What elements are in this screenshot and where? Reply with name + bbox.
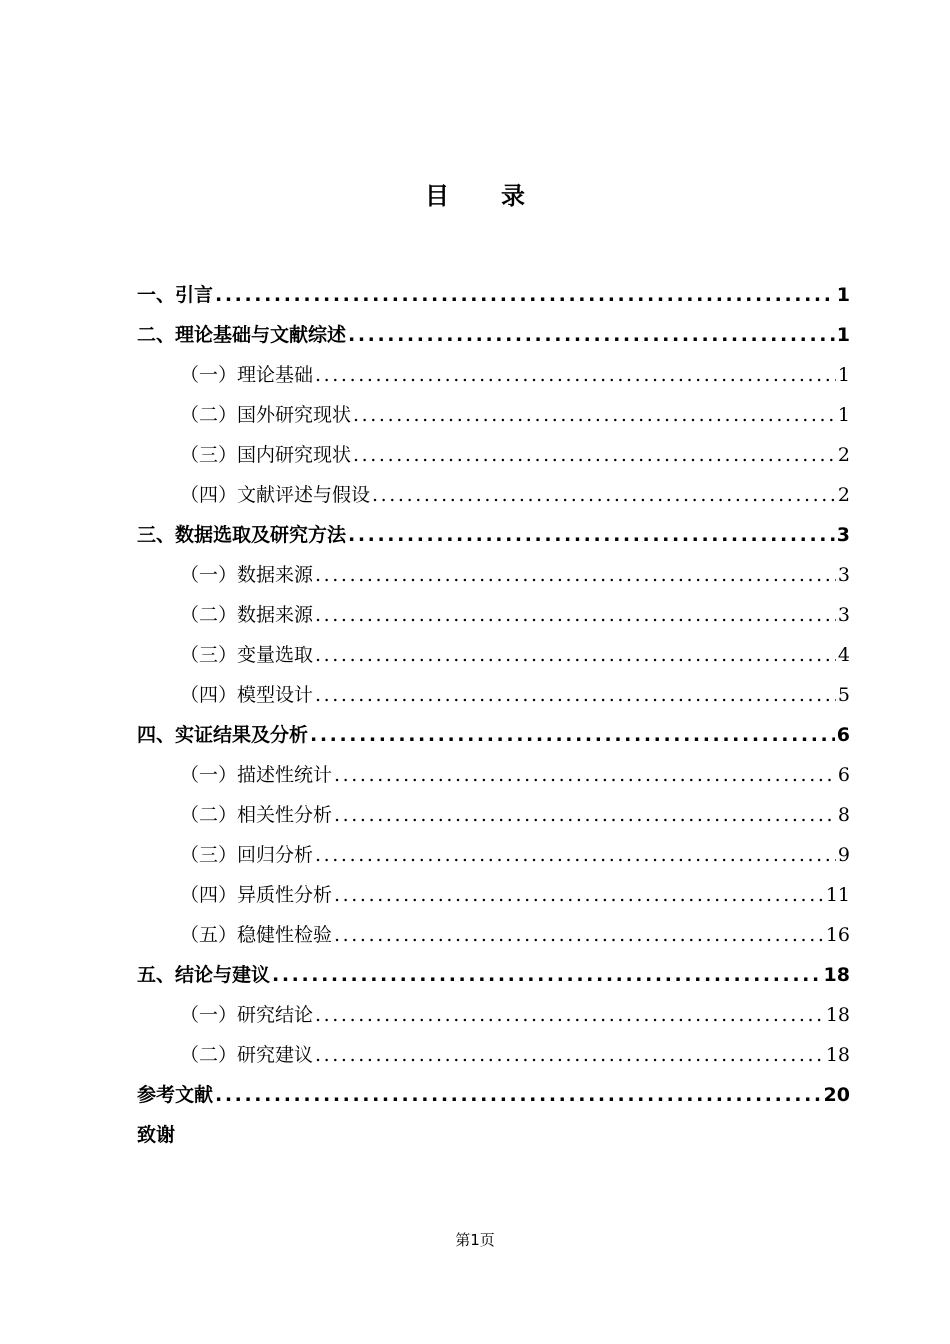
toc-entry-label: 一、引言 [137, 284, 214, 306]
toc-entry[interactable] [137, 398, 850, 438]
toc-entry-page-number: 8 [837, 804, 850, 826]
toc-dot-leader [348, 518, 835, 552]
toc-entry-label: （三）回归分析 [180, 844, 314, 866]
toc-entry-label: 二、理论基础与文献综述 [137, 324, 347, 346]
toc-entry-page-number: 16 [825, 924, 850, 946]
toc-dot-leader [315, 558, 836, 592]
toc-dot-leader [315, 838, 836, 872]
toc-entry-label: 参考文献 [137, 1084, 214, 1106]
toc-dot-leader [315, 358, 836, 392]
toc-entry[interactable] [137, 278, 850, 318]
toc-entry-page-number: 5 [837, 684, 850, 706]
toc-entry-page-number: 1 [836, 324, 850, 346]
toc-entry-page-number: 1 [837, 404, 850, 426]
toc-entry[interactable] [137, 438, 850, 478]
toc-dot-leader [334, 918, 824, 952]
toc-entry-label: （一）描述性统计 [180, 764, 333, 786]
toc-entry-label: （三）国内研究现状 [180, 444, 352, 466]
toc-dot-leader [215, 1078, 822, 1112]
toc-dot-leader [334, 798, 836, 832]
toc-entry[interactable] [137, 638, 850, 678]
toc-entry-page-number: 6 [837, 764, 850, 786]
toc-dot-leader [315, 598, 836, 632]
toc-entry[interactable] [137, 958, 850, 998]
toc-entry-page-number: 1 [836, 284, 850, 306]
toc-entry[interactable] [137, 318, 850, 358]
toc-entry-page-number: 2 [837, 484, 850, 506]
toc-entry-label: （四）模型设计 [180, 684, 314, 706]
toc-entry-label: 四、实证结果及分析 [137, 724, 309, 746]
toc-entry[interactable] [137, 1078, 850, 1118]
toc-entry[interactable] [137, 718, 850, 758]
toc-entry[interactable] [137, 678, 850, 718]
toc-entry-page-number: 18 [825, 1044, 850, 1066]
toc-entry-page-number: 20 [823, 1084, 850, 1106]
table-of-contents [137, 278, 850, 1158]
toc-entry-label: 致谢 [137, 1124, 176, 1146]
toc-dot-leader [372, 478, 836, 512]
toc-entry-page-number: 3 [836, 524, 850, 546]
toc-entry-label: 三、数据选取及研究方法 [137, 524, 347, 546]
toc-entry-label: （二）国外研究现状 [180, 404, 352, 426]
toc-dot-leader [334, 758, 836, 792]
toc-dot-leader [215, 278, 835, 312]
toc-entry[interactable] [137, 798, 850, 838]
toc-entry[interactable] [137, 358, 850, 398]
toc-dot-leader [353, 398, 836, 432]
toc-entry[interactable] [137, 838, 850, 878]
toc-entry[interactable] [137, 558, 850, 598]
toc-entry-label: （四）文献评述与假设 [180, 484, 371, 506]
toc-dot-leader [315, 638, 836, 672]
toc-entry[interactable] [137, 478, 850, 518]
toc-dot-leader [310, 718, 835, 752]
toc-entry-label: （一）理论基础 [180, 364, 314, 386]
toc-entry-page-number: 6 [836, 724, 850, 746]
title-char-1: 目 [425, 182, 449, 210]
toc-entry-page-number: 11 [825, 884, 850, 906]
toc-entry-label: （五）稳健性检验 [180, 924, 333, 946]
toc-entry[interactable] [137, 998, 850, 1038]
toc-entry-label: （四）异质性分析 [180, 884, 333, 906]
toc-entry-label: （二）相关性分析 [180, 804, 333, 826]
toc-entry[interactable] [137, 918, 850, 958]
toc-entry-label: （一）数据来源 [180, 564, 314, 586]
toc-entry-label: （三）变量选取 [180, 644, 314, 666]
toc-entry-label: （二）研究建议 [180, 1044, 314, 1066]
title-char-2: 录 [501, 182, 525, 210]
toc-entry-page-number: 3 [837, 604, 850, 626]
toc-dot-leader [315, 998, 824, 1032]
toc-entry-page-number: 1 [837, 364, 850, 386]
page-title [0, 180, 950, 212]
toc-entry-page-number: 18 [823, 964, 850, 986]
toc-entry-page-number: 2 [837, 444, 850, 466]
toc-dot-leader [348, 318, 835, 352]
toc-entry-page-number: 3 [837, 564, 850, 586]
toc-entry-label: （二）数据来源 [180, 604, 314, 626]
toc-dot-leader [315, 678, 836, 712]
page-number-footer: 第1页 [455, 1231, 495, 1249]
toc-entry[interactable] [137, 1038, 850, 1078]
toc-entry[interactable] [137, 598, 850, 638]
toc-dot-leader [334, 878, 824, 912]
toc-entry-page-number: 4 [837, 644, 850, 666]
toc-entry[interactable] [137, 518, 850, 558]
toc-dot-leader [272, 958, 822, 992]
toc-entry-page-number: 18 [825, 1004, 850, 1026]
toc-entry-label: 五、结论与建议 [137, 964, 271, 986]
toc-entry[interactable] [137, 758, 850, 798]
toc-entry-label: （一）研究结论 [180, 1004, 314, 1026]
toc-dot-leader [353, 438, 836, 472]
toc-entry[interactable] [137, 878, 850, 918]
toc-entry[interactable] [137, 1118, 850, 1158]
toc-entry-page-number: 9 [837, 844, 850, 866]
toc-dot-leader [315, 1038, 824, 1072]
